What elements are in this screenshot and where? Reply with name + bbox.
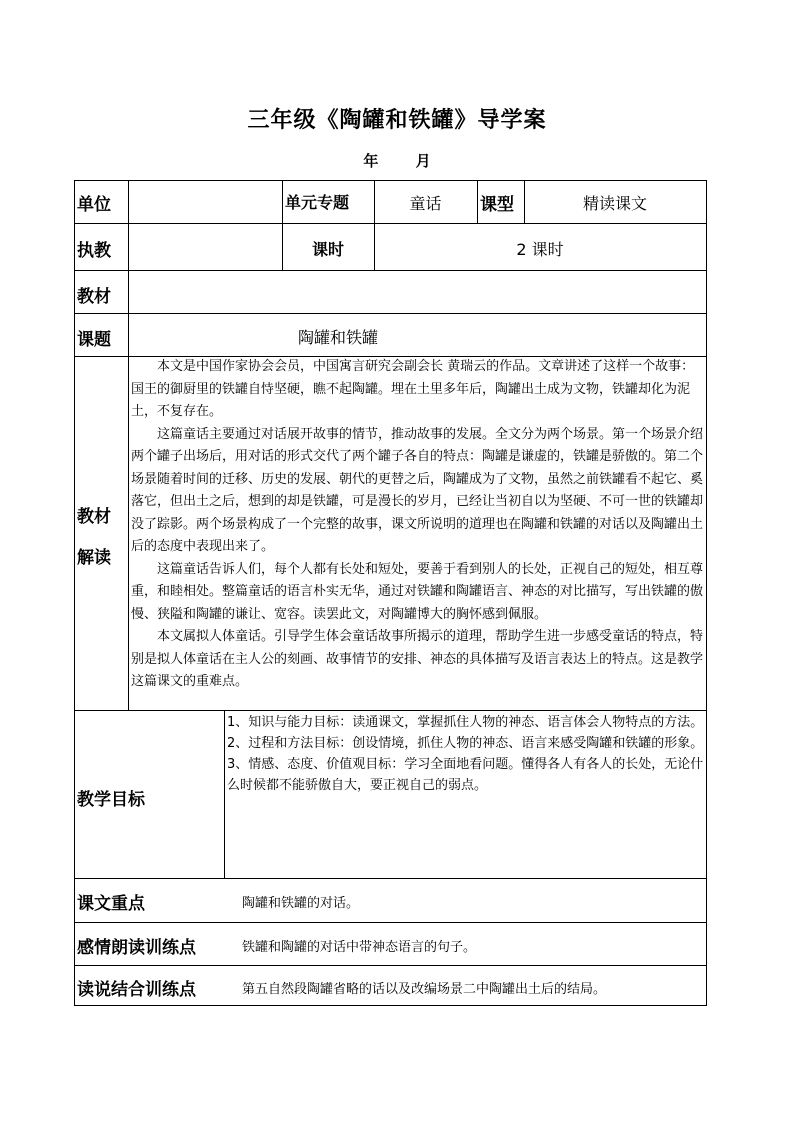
goal-item: 3、情感、态度、价值观目标：学习全面地看问题。懂得各人有各人的长处，无论什么时候都不能骄傲自大，要正视自己的弱点。 [227,757,704,793]
analysis-paragraph: 本文属拟人体童话。引导学生体会童话故事所揭示的道理，帮助学生进一步感受童话的特点，特别是拟人体童话在主人公的刻画、故事情节的安排、神态的具体描写及语言表达上的特点。这是教学这篇课文的重难点。 [131,629,704,689]
hours-label: 课时 [311,240,344,259]
date-year: 年 [363,152,379,170]
analysis-paragraph: 本文是中国作家协会会员，中国寓言研究会副会长 黄瑞云的作品。文章讲述了这样一个故事：国王的御厨里的铁罐自恃坚硬，瞧不起陶罐。埋在土里多年后，陶罐出土成为文物，铁罐却化为泥土，不复存在。 [131,359,695,419]
hours-value: 2 课时 [516,240,564,259]
topic-label: 单元专题 [285,193,350,212]
analysis-paragraph: 这篇童话告诉人们，每个人都有长处和短处，要善于看到别人的长处，正视自己的短处，相互尊重，和睦相处。整篇童话的语言朴实无华，通过对铁罐和陶罐语言、神态的对比描写，写出铁罐的傲慢、狭隘和陶罐的谦让、宽容。读罢此文，对陶罐博大的胸怀感到佩服。 [131,561,704,622]
emotion-label: 感情朗读训练点 [77,938,196,958]
analysis-label-1: 教材 [77,507,111,527]
material-label: 教材 [77,287,111,307]
teacher-label: 执教 [77,241,111,261]
subject-label: 课题 [77,330,111,350]
speak-label: 读说结合训练点 [77,980,196,1000]
goal-item: 1、知识与能力目标：读通课文，掌握抓住人物的神态、语言体会人物特点的方法。 [227,715,704,730]
goals-list [227,712,704,796]
subject-value: 陶罐和铁罐 [298,328,379,347]
analysis-text [131,356,704,694]
analysis-label-2: 解读 [77,548,111,568]
focus-label: 课文重点 [77,894,145,914]
goal-item: 2、过程和方法目标：创设情境，抓住人物的神态、语言来感受陶罐和铁罐的形象。 [227,736,704,751]
goals-label: 教学目标 [77,790,145,810]
type-label: 课型 [480,195,514,215]
topic-value: 童话 [409,194,442,213]
date-line [0,150,794,171]
emotion-value: 铁罐和陶罐的对话中带神态语言的句子。 [242,940,477,955]
analysis-paragraph: 这篇童话主要通过对话展开故事的情节，推动故事的发展。全文分为两个场景。第一个场景介绍两个罐子出场后，用对话的形式交代了两个罐子各自的特点：陶罐是谦虚的，铁罐是骄傲的。第二个场景随着时间的迁移、历史的发展、朝代的更替之后，陶罐成为了文物，虽然之前铁罐看不起它、奚落它，但出土之后，想到的却是铁罐，可是漫长的岁月，已经让当初自以为坚硬、不可一世的铁罐却没了踪影。两个场景构成了一个完整的故事，课文所说明的道理也在陶罐和铁罐的对话以及陶罐出土后的态度中表现出来了。 [131,426,704,554]
page-title: 三年级《陶罐和铁罐》导学案 [247,107,547,133]
speak-value: 第五自然段陶罐省略的话以及改编场景二中陶罐出土后的结局。 [242,982,607,997]
date-month: 月 [415,152,431,170]
type-value: 精读课文 [582,194,647,213]
unit-label: 单位 [77,195,111,215]
focus-value: 陶罐和铁罐的对话。 [242,896,360,911]
